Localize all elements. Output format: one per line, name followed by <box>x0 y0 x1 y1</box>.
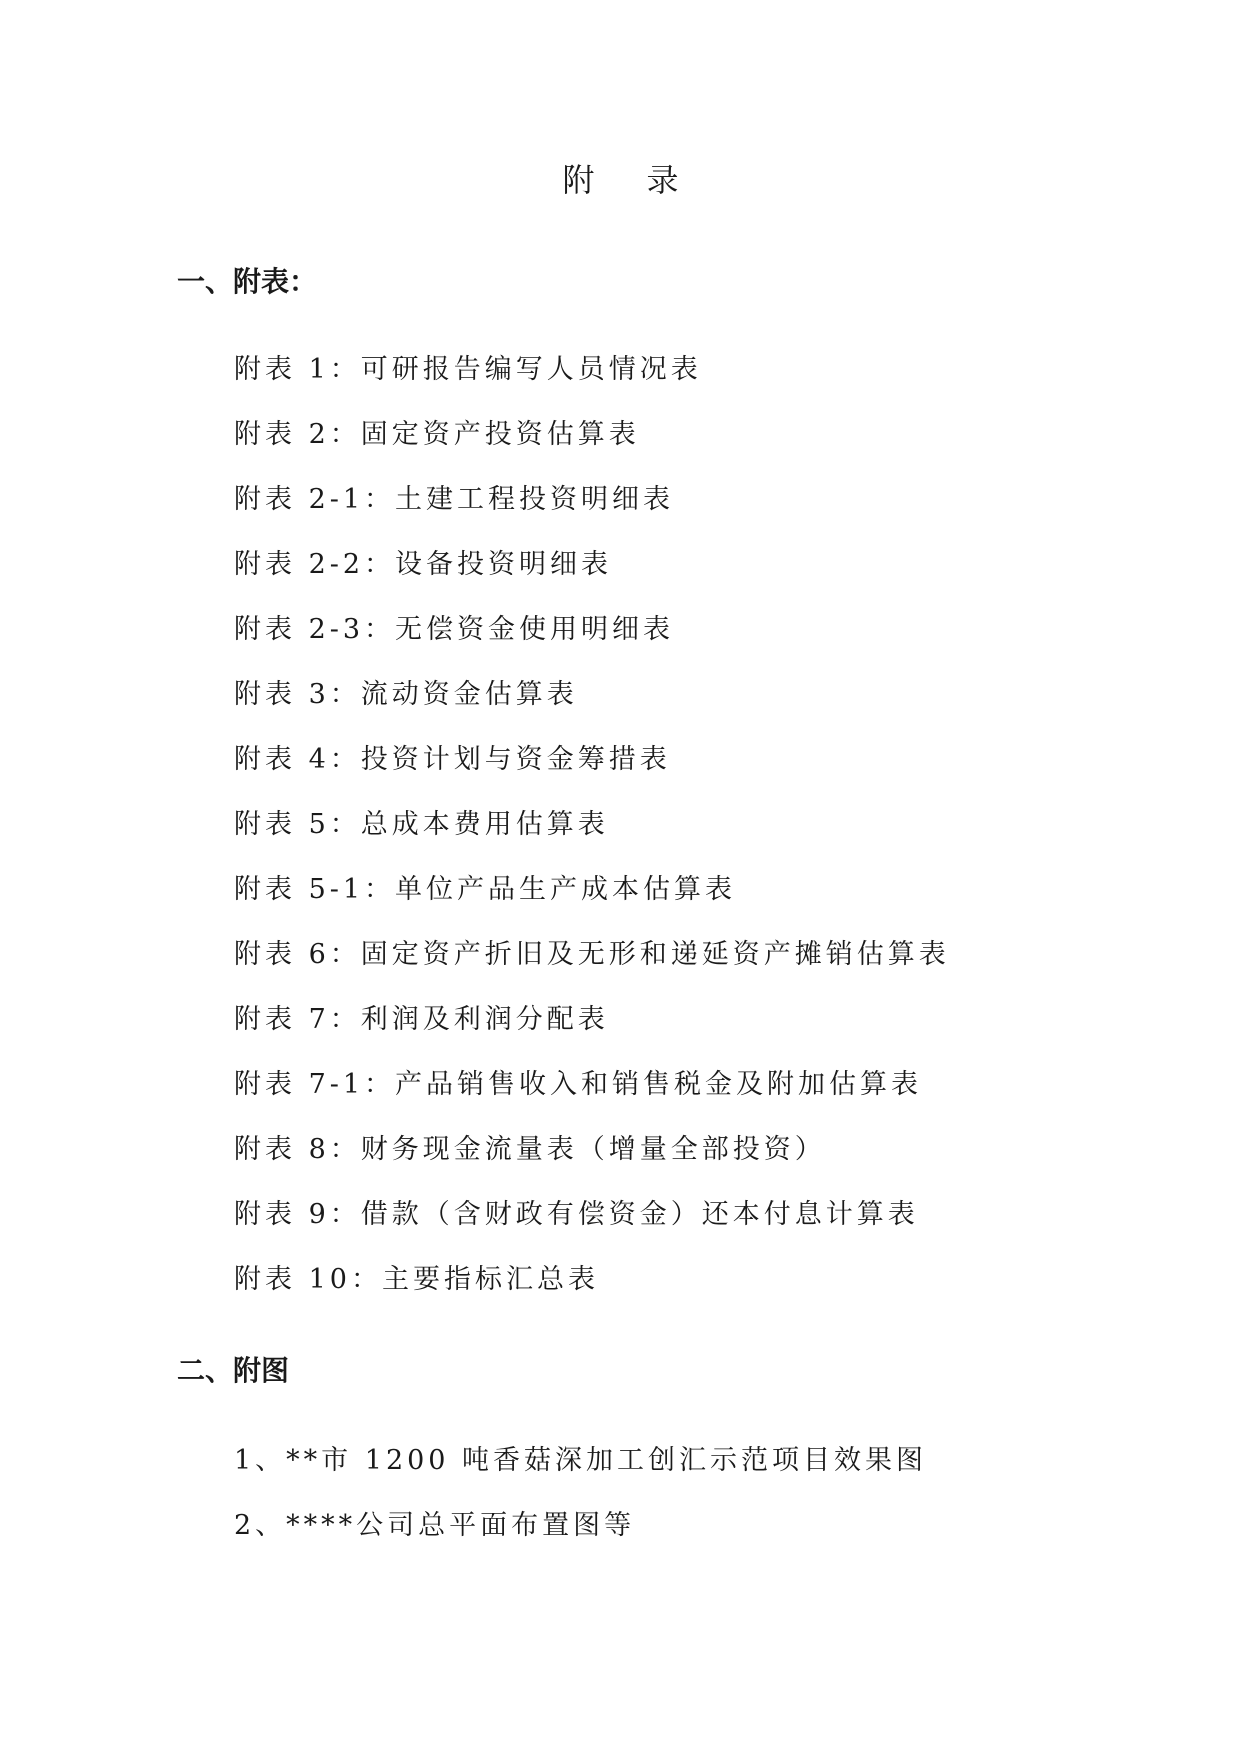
list-item: 2、****公司总平面布置图等 <box>234 1510 636 1541</box>
list-item: 附表 3：流动资金估算表 <box>234 679 578 710</box>
list-item: 附表 2-3：无偿资金使用明细表 <box>234 614 675 645</box>
list-item: 附表 4：投资计划与资金筹措表 <box>234 744 671 775</box>
list-item: 附表 5-1：单位产品生产成本估算表 <box>234 874 737 905</box>
list-item: 附表 5：总成本费用估算表 <box>234 809 609 840</box>
section-heading-figures: 二、附图 <box>177 1354 290 1387</box>
list-item: 附表 2：固定资产投资估算表 <box>234 419 640 450</box>
page-title: 附录 <box>562 161 731 199</box>
list-item: 附表 7：利润及利润分配表 <box>234 1004 609 1035</box>
list-item: 附表 2-1：土建工程投资明细表 <box>234 484 675 515</box>
appendix-tables-list <box>234 352 950 1327</box>
list-item: 附表 2-2：设备投资明细表 <box>234 549 613 580</box>
list-item: 附表 8：财务现金流量表（增量全部投资） <box>234 1134 826 1165</box>
list-item: 附表 7-1：产品销售收入和销售税金及附加估算表 <box>234 1069 923 1100</box>
list-item: 1、**市 1200 吨香菇深加工创汇示范项目效果图 <box>234 1445 928 1476</box>
list-item: 附表 6：固定资产折旧及无形和递延资产摊销估算表 <box>234 939 950 970</box>
appendix-figures-list <box>234 1443 927 1573</box>
section-heading-tables: 一、附表： <box>177 265 318 298</box>
list-item: 附表 10：主要指标汇总表 <box>234 1264 599 1295</box>
list-item: 附表 9：借款（含财政有偿资金）还本付息计算表 <box>234 1199 919 1230</box>
list-item: 附表 1：可研报告编写人员情况表 <box>234 354 702 385</box>
